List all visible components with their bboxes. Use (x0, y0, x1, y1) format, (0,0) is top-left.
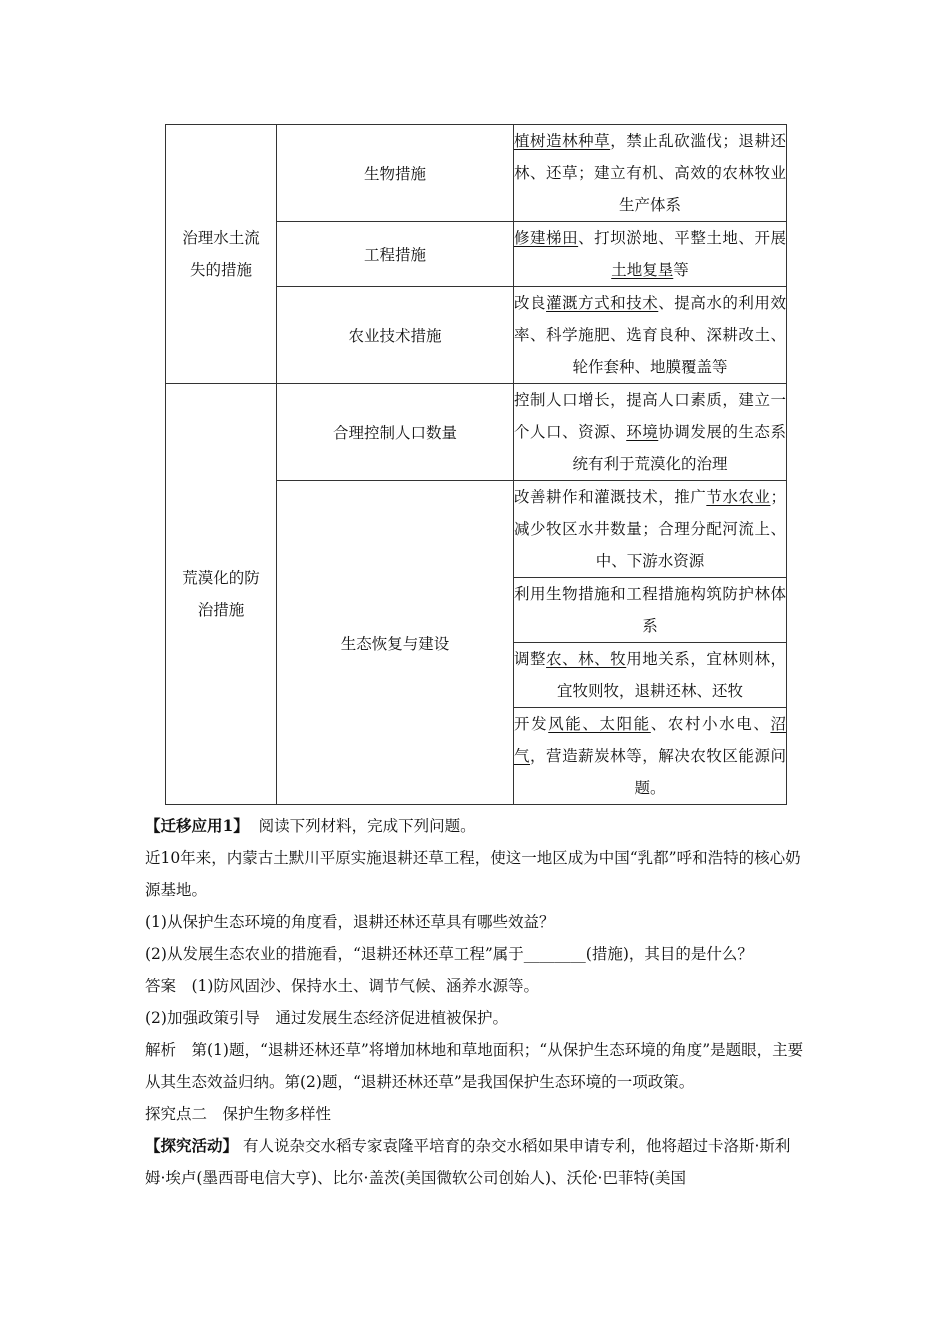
underlined-term: 土地复垦 (611, 261, 674, 279)
answer-1: 答案 (1)防风固沙、保持水土、调节气候、涵养水源等。 (145, 977, 539, 995)
section-heading: 探究点二 保护生物多样性 (145, 1105, 332, 1123)
table-row (166, 125, 787, 222)
question-1: (1)从保护生态环境的角度看，退耕还林还草具有哪些效益？ (145, 913, 555, 931)
measures-table (165, 124, 787, 805)
material-text: 近10年来，内蒙古土默川平原实施退耕还草工程，使这一地区成为中国“乳都”呼和浩特的核心奶源基地。 (145, 849, 801, 899)
measure-eng: 工程措施 (277, 222, 514, 287)
detail-eng: 修建梯田、打坝淤地、平整土地、开展土地复垦等 (514, 222, 787, 287)
underlined-term: 修建梯田 (514, 229, 579, 247)
detail-eco-1: 改善耕作和灌溉技术，推广节水农业；减少牧区水井数量；合理分配河流上、中、下游水资源 (514, 481, 787, 578)
underlined-term: 农、林、牧 (546, 650, 627, 668)
underlined-term: 植树造林种草 (514, 132, 611, 150)
group-cell-soil (166, 125, 277, 384)
underlined-term: 风能、太阳能 (548, 715, 651, 733)
detail-eco-3: 调整农、林、牧用地关系，宜林则林，宜牧则牧，退耕还林、还牧 (514, 643, 787, 708)
detail-pop: 控制人口增长，提高人口素质，建立一个人口、资源、环境协调发展的生态系统有利于荒漠化的治理 (514, 384, 787, 481)
group-label: 治理水土流 (182, 229, 260, 247)
question-2: (2)从发展生态农业的措施看，“退耕还林还草工程”属于________(措施)，其目的是什么？ (145, 945, 753, 963)
group-cell-desert (166, 384, 277, 805)
analysis-text: 解析 第(1)题，“退耕还林还草”将增加林地和草地面积；“从保护生态环境的角度”是题眼，主要从其生态效益归纳。第(2)题，“退耕还林还草”是我国保护生态环境的一项政策。 (145, 1041, 804, 1091)
activity-text: 【探究活动】 有人说杂交水稻专家袁隆平培育的杂交水稻如果申请专利，他将超过卡洛斯·斯利姆·埃卢(墨西哥电信大亨)、比尔·盖茨(美国微软公司创始人)、沃伦·巴菲特(美国 (145, 1136, 791, 1187)
table-row (166, 384, 787, 481)
group-label: 失的措施 (189, 261, 252, 279)
measure-agri: 农业技术措施 (277, 287, 514, 384)
detail-eco-2: 利用生物措施和工程措施构筑防护林体系 (514, 578, 787, 643)
detail-agri: 改良灌溉方式和技术、提高水的利用效率、科学施肥、选育良种、深耕改土、轮作套种、地膜覆盖等 (514, 287, 787, 384)
group-label: 治措施 (197, 601, 245, 619)
underlined-term: 灌溉方式和技术 (546, 294, 659, 312)
measure-eco: 生态恢复与建设 (277, 481, 514, 805)
underlined-term: 沼气 (514, 715, 786, 765)
detail-eco-4: 开发风能、太阳能、农村小水电、沼气，营造薪炭林等，解决农牧区能源问题。 (514, 708, 787, 805)
measure-bio: 生物措施 (277, 125, 514, 222)
group-label: 荒漠化的防 (182, 569, 260, 587)
body-text (145, 810, 805, 1194)
measure-pop: 合理控制人口数量 (277, 384, 514, 481)
underlined-term: 节水农业 (706, 488, 771, 506)
detail-bio: 植树造林种草，禁止乱砍滥伐；退耕还林、还草；建立有机、高效的农林牧业生产体系 (514, 125, 787, 222)
application-heading: 【迁移应用1】 阅读下列材料，完成下列问题。 (145, 816, 476, 835)
answer-2: (2)加强政策引导 通过发展生态经济促进植被保护。 (145, 1009, 508, 1027)
underlined-term: 环境 (626, 423, 659, 441)
